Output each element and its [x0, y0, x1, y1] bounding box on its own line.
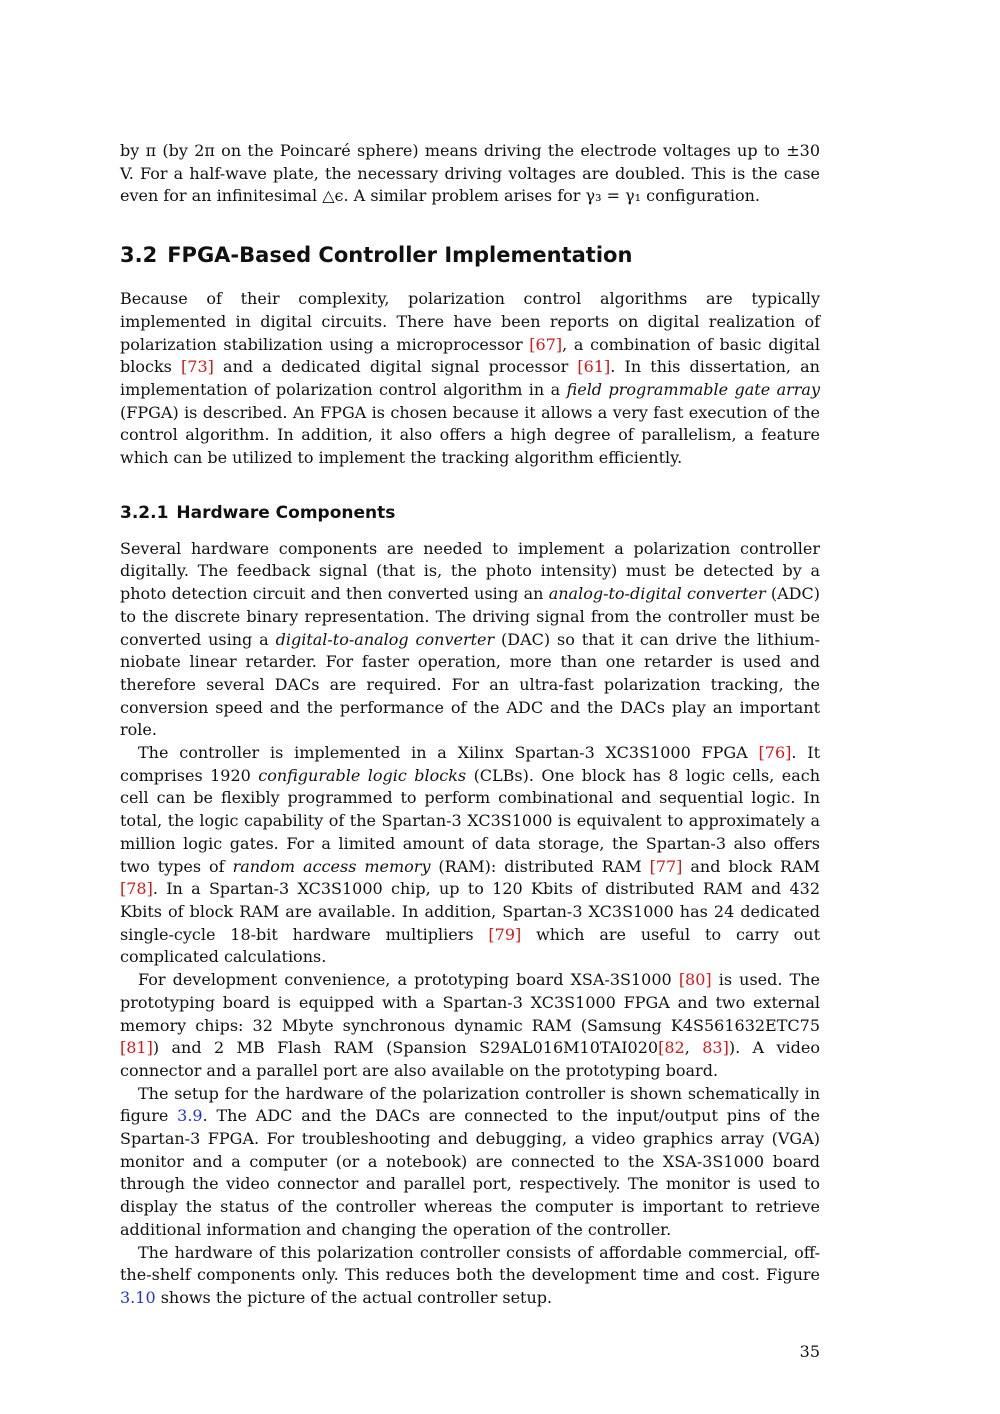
paragraph-hardware-intro: Several hardware components are needed to implement a polarization controller digitally. The feedback signal (that is, the photo intensity) must be detected by a photo detection circuit and then converted using an analog-to-digital converter (ADC) to the discrete binary representation. The driving signal from the controller must be converted using a digital-to-analog converter (DAC) so that it can drive the lithium-niobate linear retarder. For faster operation, more than one retarder is used and therefore several DACs are required. For an ultra-fast polarization tracking, the conversion speed and the performance of the ADC and the DACs play an important role. — [120, 538, 820, 740]
citation-link[interactable]: [73] — [181, 357, 214, 377]
citation-link[interactable]: [77] — [649, 856, 683, 876]
figure-reference-link[interactable]: 3.10 — [120, 1287, 156, 1307]
citation-link[interactable]: [76] — [758, 743, 792, 763]
citation-link[interactable]: [78] — [120, 879, 153, 899]
subsection-number: 3.2.1 — [120, 502, 169, 523]
citation-link[interactable]: [82 — [658, 1038, 685, 1058]
citation-link[interactable]: 83] — [702, 1038, 729, 1058]
citation-link[interactable]: [61] — [577, 357, 611, 377]
section-heading — [120, 242, 820, 268]
citation-link[interactable]: [67] — [529, 334, 563, 354]
page-number: 35 — [799, 1342, 820, 1361]
paragraph-setup: The setup for the hardware of the polarization controller is shown schematically in figure 3.9. The ADC and the DACs are connected to the input/output pins of the Spartan-3 FPGA. For troubleshooting and debugging, a video graphics array (VGA) monitor and a computer (or a notebook) are connected to the XSA-3S1000 board through the video connector and parallel port, respectively. The monitor is used to display the status of the controller whereas the computer is important to retrieve additional information and changing the operation of the controller. — [120, 1083, 821, 1239]
section-title: FPGA-Based Controller Implementation — [167, 243, 633, 268]
intro-paragraph: by π (by 2π on the Poincaré sphere) means driving the electrode voltages up to ±30 V. For a half-wave plate, the necessary driving voltages are doubled. This is the case even for an infinitesimal △ϵ. A similar problem arises for γ₃ = γ₁ configuration. — [120, 141, 820, 206]
paragraph-commercial: The hardware of this polarization controller consists of affordable commercial, off-the-shelf components only. This reduces both the development time and cost. Figure 3.10 shows the picture of the actual controller setup. — [120, 1242, 820, 1307]
citation-link[interactable]: [79] — [488, 924, 522, 944]
citation-link[interactable]: [80] — [678, 970, 712, 990]
citation-link[interactable]: [81] — [120, 1038, 153, 1058]
paragraph-prototyping-board: For development convenience, a prototyping board XSA-3S1000 [80] is used. The prototyping board is equipped with a Spartan-3 XC3S1000 FPGA and two external memory chips: 32 Mbyte synchronous dynamic RAM (Samsung K4S561632ETC75 [81]) and 2 MB Flash RAM (Spansion S29AL016M10TAI020[82, 83]). A video connector and a parallel port are also available on the prototyping board. — [120, 970, 821, 1080]
paragraph-fpga: The controller is implemented in a Xilinx Spartan-3 XC3S1000 FPGA [76]. It comprises 1920 configurable logic blocks (CLBs). One block has 8 logic cells, each cell can be flexibly programmed to perform combinational and sequential logic. In total, the logic capability of the Spartan-3 XC3S1000 is equivalent to approximately a million logic gates. For a limited amount of data storage, the Spartan-3 also offers two types of random access memory (RAM): distributed RAM [77] and block RAM [78]. In a Spartan-3 XC3S1000 chip, up to 120 Kbits of distributed RAM and 432 Kbits of block RAM are available. In addition, Spartan-3 XC3S1000 has 24 dedicated single-cycle 18-bit hardware multipliers [79] which are useful to carry out complicated calculations. — [120, 743, 820, 967]
section-number: 3.2 — [120, 243, 158, 268]
section-paragraph: Because of their complexity, polarization control algorithms are typically implemented in digital circuits. There have been reports on digital realization of polarization stabilization using a microprocessor [67], a combination of basic digital blocks [73] and a dedicated digital signal processor [61]. In this dissertation, an implementation of polarization control algorithm in a field programmable gate array (FPGA) is described. An FPGA is chosen because it allows a very fast execution of the control algorithm. In addition, it also offers a high degree of parallelism, a feature which can be utilized to implement the tracking algorithm efficiently. — [120, 289, 821, 468]
subsection-title: Hardware Components — [176, 502, 396, 523]
italic-term: random access memory — [232, 856, 431, 876]
figure-reference-link[interactable]: 3.9 — [177, 1106, 203, 1126]
italic-term: configurable logic blocks — [258, 765, 467, 785]
italic-term: digital-to-analog converter — [275, 629, 495, 649]
page-body — [120, 140, 820, 1310]
subsection-heading — [120, 502, 820, 524]
italic-term: analog-to-digital converter — [548, 584, 766, 604]
italic-term: field programmable gate array — [566, 379, 821, 399]
